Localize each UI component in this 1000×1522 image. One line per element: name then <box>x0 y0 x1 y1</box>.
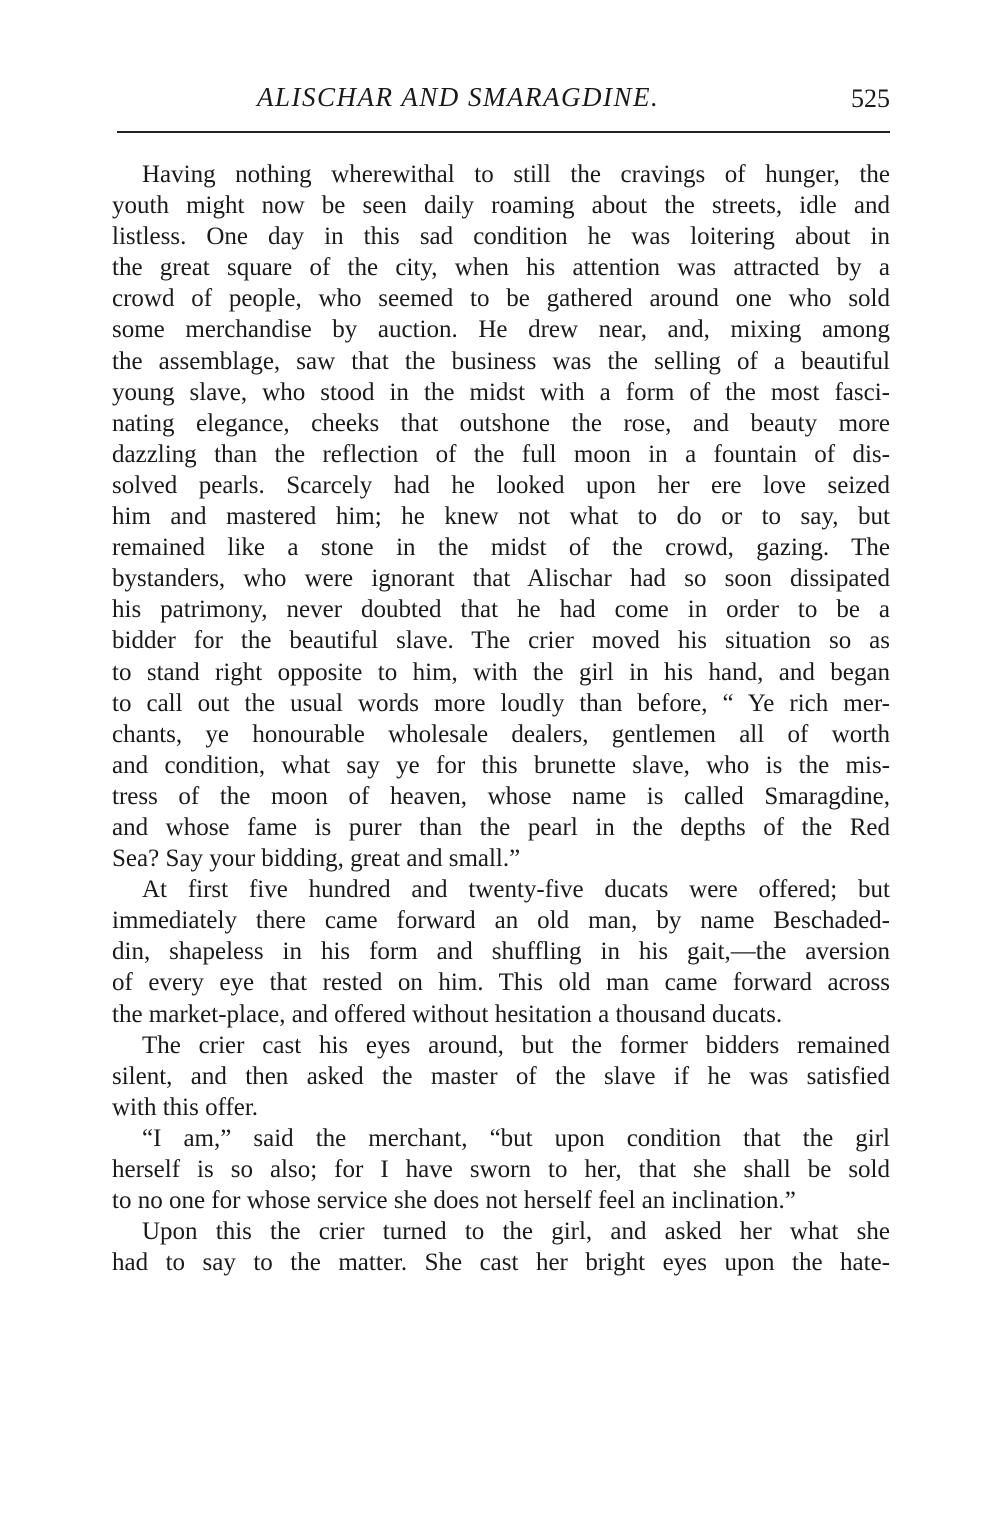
text-line: bystanders, who were ignorant that Alischar had so soon dissipated <box>112 565 890 593</box>
running-title: ALISCHAR AND SMARAGDINE. <box>257 82 660 112</box>
text-line: Sea? Say your bidding, great and small.” <box>112 845 521 873</box>
body-text <box>112 159 890 1278</box>
text-line: Upon this the crier turned to the girl, and asked her what she <box>142 1218 890 1246</box>
text-line: had to say to the matter. She cast her bright eyes upon the hate- <box>112 1249 890 1277</box>
running-head <box>117 82 890 122</box>
text-line: solved pearls. Scarcely had he looked upon her ere love seized <box>112 471 890 499</box>
text-line: with this offer. <box>112 1093 259 1121</box>
text-line: young slave, who stood in the midst with a form of the most fasci- <box>112 378 890 406</box>
text-line: nating elegance, cheeks that outshone the rose, and beauty more <box>112 409 890 437</box>
paragraph <box>112 874 890 1029</box>
text-line: of every eye that rested on him. This old man came forward across <box>112 969 890 997</box>
text-line: The crier cast his eyes around, but the former bidders remained <box>142 1031 890 1059</box>
text-line: immediately there came forward an old man, by name Beschaded- <box>112 907 890 935</box>
paragraph <box>112 1123 890 1216</box>
text-line: the great square of the city, when his attention was attracted by a <box>112 254 890 282</box>
text-line: dazzling than the reflection of the full moon in a fountain of dis- <box>112 440 890 468</box>
paragraph <box>112 1216 890 1278</box>
text-line: chants, ye honourable wholesale dealers, gentlemen all of worth <box>112 720 890 748</box>
text-line: crowd of people, who seemed to be gathered around one who sold <box>112 285 890 313</box>
paragraph <box>112 159 890 874</box>
text-line: silent, and then asked the master of the slave if he was satisfied <box>112 1062 890 1090</box>
text-line: remained like a stone in the midst of the crowd, gazing. The <box>112 534 890 562</box>
text-line: and condition, what say ye for this brunette slave, who is the mis- <box>112 751 890 779</box>
text-line: some merchandise by auction. He drew near, and, mixing among <box>112 316 890 344</box>
text-line: listless. One day in this sad condition he was loitering about in <box>112 223 890 251</box>
text-line: him and mastered him; he knew not what to do or to say, but <box>112 503 890 531</box>
header-rule <box>117 131 890 133</box>
text-line: to no one for whose service she does not herself feel an inclination.” <box>112 1187 796 1215</box>
text-line: din, shapeless in his form and shuffling in his gait,—the aversion <box>112 938 890 966</box>
text-line: his patrimony, never doubted that he had come in order to be a <box>112 596 890 624</box>
text-line: and whose fame is purer than the pearl in the depths of the Red <box>112 813 890 841</box>
text-line: bidder for the beautiful slave. The crier moved his situation so as <box>112 627 890 655</box>
text-line: At first five hundred and twenty-five ducats were offered; but <box>142 876 890 904</box>
text-line: “I am,” said the merchant, “but upon condition that the girl <box>142 1124 890 1152</box>
text-line: Having nothing wherewithal to still the cravings of hunger, the <box>142 161 890 188</box>
text-line: youth might now be seen daily roaming about the streets, idle and <box>112 192 890 220</box>
text-line: to call out the usual words more loudly than before, “ Ye rich mer- <box>112 689 890 717</box>
text-line: the market-place, and offered without hesitation a thousand ducats. <box>112 1000 783 1028</box>
text-line: herself is so also; for I have sworn to her, that she shall be sold <box>112 1156 890 1183</box>
page-number: 525 <box>851 84 890 113</box>
text-line: to stand right opposite to him, with the girl in his hand, and began <box>112 658 890 686</box>
text-line: tress of the moon of heaven, whose name is called Smaragdine, <box>112 782 890 810</box>
text-line: the assemblage, saw that the business was the selling of a beautiful <box>112 347 890 375</box>
paragraph <box>112 1030 890 1123</box>
